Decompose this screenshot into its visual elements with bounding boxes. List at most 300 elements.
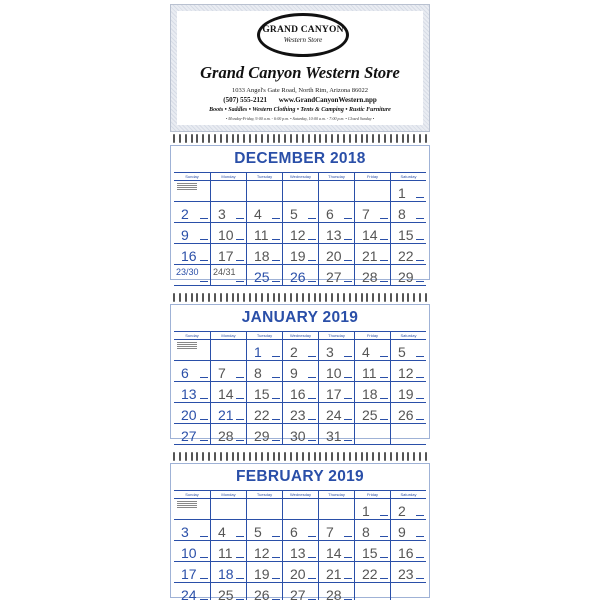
binding-loop [413, 134, 415, 143]
binding-loop [402, 134, 404, 143]
weekday-label: Thursday [318, 491, 354, 499]
day-number: 5 [398, 344, 406, 360]
note-mark [344, 218, 352, 219]
weekday-label: Saturday [390, 491, 426, 499]
binding-loop [173, 452, 175, 461]
binding-loop [355, 293, 357, 302]
binding-loop [243, 134, 245, 143]
day-cell [246, 583, 282, 600]
binding-loop [284, 134, 286, 143]
wire-binding [170, 293, 430, 302]
month-grid [174, 490, 426, 600]
day-cell [282, 499, 318, 520]
note-mark [416, 578, 424, 579]
binding-loop [296, 293, 298, 302]
day-cell [174, 244, 210, 265]
binding-loop [267, 293, 269, 302]
binding-loop [278, 452, 280, 461]
day-number: 21 [362, 248, 378, 264]
weekday-label: Thursday [318, 332, 354, 340]
note-mark [308, 557, 316, 558]
note-mark [272, 419, 280, 420]
day-number: 2 [398, 503, 406, 519]
binding-loop [331, 134, 333, 143]
day-cell [174, 520, 210, 541]
month-panel [170, 304, 430, 444]
binding-loop [343, 452, 345, 461]
weekday-label: Friday [354, 173, 390, 181]
binding-loop [226, 293, 228, 302]
binding-loop [390, 134, 392, 143]
day-cell [318, 520, 354, 541]
note-mark [344, 260, 352, 261]
day-cell [354, 520, 390, 541]
binding-loop [284, 293, 286, 302]
weekday-label: Tuesday [246, 491, 282, 499]
day-cell [282, 361, 318, 382]
day-cell [210, 244, 246, 265]
weekday-label: Friday [354, 332, 390, 340]
day-number: 14 [326, 545, 342, 561]
note-mark [416, 197, 424, 198]
day-number: 6 [326, 206, 334, 222]
binding-loop [191, 452, 193, 461]
day-number: 14 [218, 386, 234, 402]
note-mark [200, 398, 208, 399]
note-mark [416, 377, 424, 378]
day-cell [282, 382, 318, 403]
binding-loop [278, 134, 280, 143]
binding-loop [384, 452, 386, 461]
binding-loop [396, 293, 398, 302]
binding-loop [355, 452, 357, 461]
binding-loop [214, 134, 216, 143]
day-cell [318, 541, 354, 562]
binding-loop [191, 293, 193, 302]
note-mark [380, 515, 388, 516]
day-number: 13 [181, 386, 197, 402]
binding-loop [343, 293, 345, 302]
note-mark [344, 239, 352, 240]
day-cell [390, 361, 426, 382]
day-cell [210, 340, 246, 361]
binding-loop [325, 134, 327, 143]
note-mark [236, 440, 244, 441]
day-cell [390, 583, 426, 600]
weekday-label: Sunday [185, 174, 199, 179]
note-mark [272, 377, 280, 378]
binding-loop [179, 452, 181, 461]
day-number: 10 [181, 545, 197, 561]
binding-loop [402, 293, 404, 302]
day-cell [246, 499, 282, 520]
note-mark [236, 260, 244, 261]
note-mark [380, 239, 388, 240]
weekday-label: Sunday [185, 333, 199, 338]
wall-calendar [170, 0, 430, 600]
binding-loop [179, 134, 181, 143]
day-number: 17 [181, 566, 197, 582]
day-number: 19 [254, 566, 270, 582]
binding-loop [425, 452, 427, 461]
day-cell [210, 583, 246, 600]
note-mark [308, 281, 316, 282]
day-number: 23 [398, 566, 414, 582]
binding-loop [185, 452, 187, 461]
month-title: DECEMBER 2018 [234, 150, 366, 167]
day-number: 19 [290, 248, 306, 264]
binding-loop [366, 293, 368, 302]
note-mark [236, 536, 244, 537]
binding-loop [337, 293, 339, 302]
month-panel [170, 463, 430, 598]
note-mark [272, 281, 280, 282]
binding-loop [196, 134, 198, 143]
day-number: 4 [362, 344, 370, 360]
day-cell [246, 541, 282, 562]
day-number: 25 [218, 587, 234, 600]
binding-loop [419, 452, 421, 461]
store-logo [257, 13, 349, 57]
day-cell [174, 424, 210, 445]
day-cell [318, 382, 354, 403]
business-website: www.GrandCanyonWestern.npp [278, 96, 377, 104]
weekday-label: Tuesday [246, 173, 282, 181]
day-cell [210, 424, 246, 445]
binding-loop [173, 293, 175, 302]
binding-loop [325, 452, 327, 461]
day-number: 9 [290, 365, 298, 381]
binding-loop [390, 452, 392, 461]
day-number: 13 [326, 227, 342, 243]
binding-loop [196, 293, 198, 302]
day-number: 11 [362, 365, 377, 381]
day-number: 8 [254, 365, 262, 381]
note-mark [344, 419, 352, 420]
day-cell [318, 265, 354, 286]
day-cell [282, 562, 318, 583]
day-cell [354, 403, 390, 424]
month-title: JANUARY 2019 [241, 309, 359, 326]
weekday-label: Wednesday [282, 173, 318, 181]
day-number: 12 [290, 227, 306, 243]
day-cell [354, 583, 390, 600]
note-mark [416, 239, 424, 240]
day-number: 15 [398, 227, 414, 243]
day-cell [246, 403, 282, 424]
binding-loop [308, 134, 310, 143]
day-number: 1 [362, 503, 370, 519]
day-number: 18 [254, 248, 270, 264]
day-cell [390, 265, 426, 286]
day-number: 29 [398, 269, 414, 285]
binding-loop [290, 452, 292, 461]
binding-loop [261, 134, 263, 143]
binding-loop [302, 293, 304, 302]
day-number: 24 [326, 407, 342, 423]
binding-loop [185, 293, 187, 302]
binding-loop [319, 134, 321, 143]
day-cell [354, 499, 390, 520]
binding-loop [232, 452, 234, 461]
weekday-label: Wednesday [282, 332, 318, 340]
binding-loop [232, 293, 234, 302]
binding-loop [220, 293, 222, 302]
binding-loop [378, 293, 380, 302]
binding-loop [255, 293, 257, 302]
note-mark [380, 398, 388, 399]
day-number: 12 [398, 365, 414, 381]
day-number: 3 [326, 344, 334, 360]
day-cell [390, 541, 426, 562]
day-number: 6 [181, 365, 189, 381]
binding-loop [237, 293, 239, 302]
day-cell [174, 541, 210, 562]
binding-loop [267, 134, 269, 143]
day-cell [210, 520, 246, 541]
note-mark [272, 356, 280, 357]
note-mark [236, 578, 244, 579]
binding-loop [284, 452, 286, 461]
day-cell [354, 541, 390, 562]
day-number: 24/31 [213, 267, 236, 277]
day-cell [246, 382, 282, 403]
binding-loop [378, 452, 380, 461]
note-mark [416, 515, 424, 516]
month-grid [174, 331, 426, 444]
day-number: 26 [254, 587, 270, 600]
note-mark [416, 419, 424, 420]
binding-loop [366, 452, 368, 461]
day-number: 11 [218, 545, 233, 561]
binding-loop [249, 293, 251, 302]
wire-binding [170, 452, 430, 461]
day-cell [246, 520, 282, 541]
binding-loop [314, 134, 316, 143]
note-mark [380, 419, 388, 420]
day-number: 22 [362, 566, 378, 582]
month-grid [174, 172, 426, 285]
day-cell [390, 223, 426, 244]
day-cell [210, 361, 246, 382]
binding-loop [208, 293, 210, 302]
day-cell [282, 223, 318, 244]
day-cell [318, 181, 354, 202]
binding-loop [296, 134, 298, 143]
binding-loop [226, 134, 228, 143]
note-mark [200, 440, 208, 441]
note-mark [272, 440, 280, 441]
day-number: 28 [362, 269, 378, 285]
day-number: 9 [181, 227, 189, 243]
binding-loop [413, 293, 415, 302]
day-number: 23 [290, 407, 306, 423]
binding-loop [202, 452, 204, 461]
binding-loop [302, 134, 304, 143]
binding-loop [220, 134, 222, 143]
binding-loop [302, 452, 304, 461]
binding-loop [349, 452, 351, 461]
note-mark [236, 419, 244, 420]
binding-loop [384, 134, 386, 143]
binding-loop [196, 452, 198, 461]
day-cell [246, 424, 282, 445]
binding-loop [337, 134, 339, 143]
day-cell [390, 244, 426, 265]
day-cell [282, 541, 318, 562]
binding-loop [261, 452, 263, 461]
note-mark [308, 536, 316, 537]
binding-loop [208, 452, 210, 461]
note-mark [344, 281, 352, 282]
binding-loop [407, 452, 409, 461]
binding-loop [308, 293, 310, 302]
note-mark [272, 557, 280, 558]
binding-loop [337, 452, 339, 461]
note-mark [416, 356, 424, 357]
day-cell [210, 562, 246, 583]
logo-title: GRAND CANYON [262, 25, 344, 35]
day-cell [210, 541, 246, 562]
business-address: 1033 Angel's Gate Road, North Rim, Arizona 86022 [231, 87, 369, 94]
day-cell [390, 520, 426, 541]
day-cell [318, 583, 354, 600]
day-number: 16 [398, 545, 414, 561]
weekday-label: Sunday [185, 492, 199, 497]
day-number: 18 [362, 386, 378, 402]
note-mark [416, 260, 424, 261]
binding-loop [278, 293, 280, 302]
business-name: Grand Canyon Western Store [200, 63, 400, 82]
day-number: 19 [398, 386, 414, 402]
binding-loop [361, 134, 363, 143]
day-cell [174, 583, 210, 600]
weekday-header [174, 173, 426, 181]
day-number: 7 [218, 365, 226, 381]
day-cell [282, 265, 318, 286]
day-number: 12 [254, 545, 270, 561]
wire-binding [170, 134, 430, 143]
binding-loop [214, 452, 216, 461]
binding-loop [402, 452, 404, 461]
binding-loop [314, 293, 316, 302]
note-mark [308, 440, 316, 441]
weekday-label: Saturday [390, 173, 426, 181]
weekday-label: Tuesday [246, 332, 282, 340]
day-number: 5 [290, 206, 298, 222]
day-number: 11 [254, 227, 269, 243]
day-number: 22 [254, 407, 270, 423]
day-cell [246, 202, 282, 223]
prior-month-note [177, 501, 197, 502]
note-mark [380, 260, 388, 261]
business-hours: • Monday-Friday, 9:00 a.m. - 6:00 p.m. • Saturday, 10:00 a.m. - 7:00 p.m. • Closed Sunday • [225, 116, 375, 121]
note-mark [200, 239, 208, 240]
day-number: 1 [254, 344, 262, 360]
binding-loop [343, 134, 345, 143]
note-mark [200, 281, 208, 282]
day-cell [282, 583, 318, 600]
day-cell [390, 181, 426, 202]
binding-loop [267, 452, 269, 461]
binding-loop [349, 293, 351, 302]
note-mark [380, 356, 388, 357]
day-cell [318, 340, 354, 361]
binding-loop [191, 134, 193, 143]
binding-loop [273, 293, 275, 302]
day-cell [282, 403, 318, 424]
day-number: 2 [181, 206, 189, 222]
day-number: 10 [218, 227, 234, 243]
day-cell [282, 202, 318, 223]
binding-loop [255, 134, 257, 143]
binding-loop [331, 293, 333, 302]
note-mark [236, 377, 244, 378]
day-number: 18 [218, 566, 234, 582]
prior-month-note [177, 342, 197, 343]
binding-loop [325, 293, 327, 302]
binding-loop [179, 293, 181, 302]
binding-loop [214, 293, 216, 302]
note-mark [344, 557, 352, 558]
binding-loop [237, 134, 239, 143]
day-number: 6 [290, 524, 298, 540]
binding-loop [273, 134, 275, 143]
day-cell [174, 340, 210, 361]
binding-loop [331, 452, 333, 461]
week-rows [174, 499, 426, 600]
day-number: 3 [181, 524, 189, 540]
note-mark [344, 377, 352, 378]
day-number: 16 [290, 386, 306, 402]
day-cell [246, 340, 282, 361]
day-number: 7 [362, 206, 370, 222]
binding-loop [378, 134, 380, 143]
weekday-label: Monday [210, 491, 246, 499]
binding-loop [232, 134, 234, 143]
note-mark [308, 398, 316, 399]
day-number: 15 [362, 545, 378, 561]
binding-loop [208, 134, 210, 143]
day-number: 22 [398, 248, 414, 264]
binding-loop [319, 452, 321, 461]
day-cell [354, 265, 390, 286]
day-cell [246, 244, 282, 265]
day-cell [390, 340, 426, 361]
note-mark [272, 218, 280, 219]
week-rows [174, 340, 426, 445]
day-cell [174, 361, 210, 382]
day-cell [354, 361, 390, 382]
day-number: 7 [326, 524, 334, 540]
binding-loop [396, 134, 398, 143]
binding-loop [243, 293, 245, 302]
day-number: 2 [290, 344, 298, 360]
binding-loop [361, 452, 363, 461]
note-mark [380, 281, 388, 282]
binding-loop [290, 293, 292, 302]
note-mark [200, 419, 208, 420]
note-mark [344, 398, 352, 399]
day-cell [282, 424, 318, 445]
binding-loop [396, 452, 398, 461]
note-mark [200, 218, 208, 219]
note-mark [236, 281, 244, 282]
day-number: 30 [290, 428, 306, 444]
binding-loop [249, 452, 251, 461]
note-mark [344, 536, 352, 537]
note-mark [416, 218, 424, 219]
